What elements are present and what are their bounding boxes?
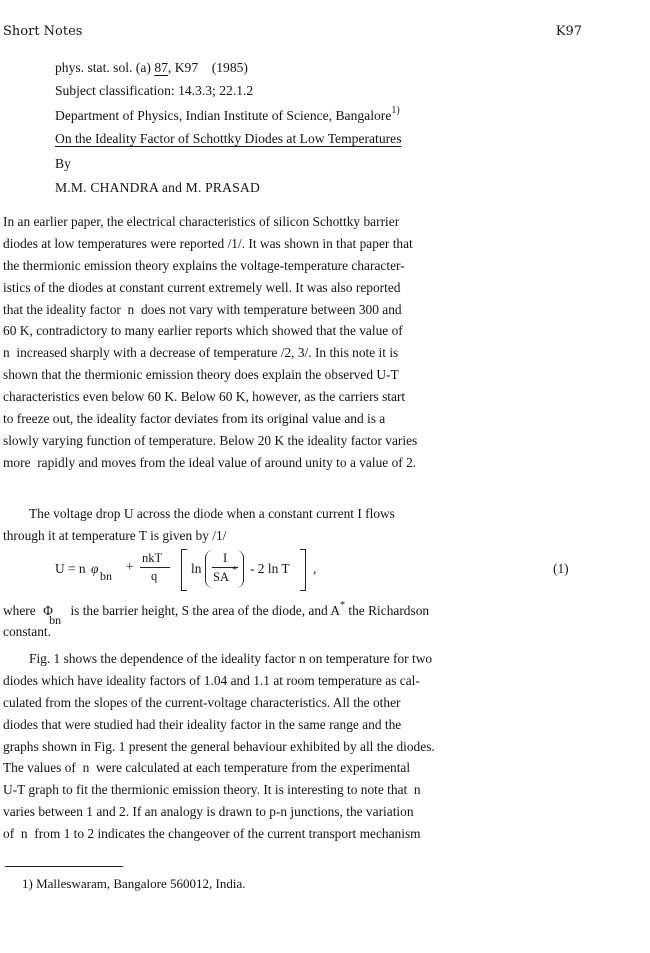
text-line: shown that the thermionic emission theory does explain the observed U-T <box>3 367 399 383</box>
paper-title: On the Ideality Factor of Schottky Diodes at Low Temperatures <box>55 131 402 146</box>
paragraph-3 <box>3 648 588 845</box>
inner-denominator: SA <box>213 570 229 584</box>
journal-pages-year: , K97 (1985) <box>167 60 248 75</box>
equation-comma: , <box>313 561 317 576</box>
where-word: where <box>3 603 36 618</box>
inner-star: * <box>232 564 238 576</box>
paragraph-2 <box>3 503 588 547</box>
constant-line: constant. <box>3 624 51 639</box>
by-line: By <box>55 156 71 171</box>
citation-line <box>55 60 248 76</box>
fraction-denominator: q <box>151 569 158 583</box>
text-line: graphs shown in Fig. 1 present the general behaviour exhibited by all the diodes. <box>3 738 435 754</box>
where-text-end: the Richardson <box>348 603 430 618</box>
minus-term: - 2 ln T <box>250 561 290 576</box>
right-paren <box>236 550 244 588</box>
text-line: culated from the slopes of the current-voltage characteristics. All the other <box>3 694 401 710</box>
affiliation: Department of Physics, Indian Institute of Science, Bangalore <box>55 108 392 123</box>
journal-name: phys. stat. sol. (a) <box>55 60 151 75</box>
richardson-star: * <box>340 600 346 611</box>
text-line: of n from 1 to 2 indicates the changeover of the current transport mechanism <box>3 826 421 842</box>
text-line: slowly varying function of temperature. Below 20 K the ideality factor varies <box>3 432 418 448</box>
text-line: diodes at low temperatures were reported /1/. It was shown in that paper that <box>3 235 413 251</box>
affiliation-line <box>55 105 400 124</box>
text-line: U-T graph to fit the thermionic emission theory. It is interesting to note that n <box>3 782 421 798</box>
equation-1 <box>0 547 650 595</box>
ln-operator: ln <box>191 561 202 576</box>
text-line: through it at temperature T is given by /1/ <box>3 527 227 543</box>
subject-classification: Subject classification: 14.3.3; 22.1.2 <box>55 83 254 98</box>
affiliation-footnote-mark: 1) <box>391 105 400 116</box>
text-line: characteristics even below 60 K. Below 60 K, however, as the carriers start <box>3 389 406 405</box>
phi-bn <box>43 603 65 627</box>
text-line: diodes which have ideality factors of 1.04 and 1.1 at room temperature as cal- <box>3 672 420 688</box>
left-bracket <box>181 549 187 591</box>
fraction-numerator: nkT <box>142 551 163 565</box>
footnote-rule <box>5 866 123 867</box>
left-paren <box>205 550 213 588</box>
running-header-right: K97 <box>555 24 582 39</box>
equation-number: (1) <box>553 561 569 576</box>
fraction-bar <box>140 567 170 568</box>
running-header-left: Short Notes <box>3 24 83 39</box>
text-line: to freeze out, the ideality factor deviates from its original value and is a <box>3 411 386 427</box>
equation-lhs: U = n <box>55 561 86 576</box>
phi-symbol: φ <box>91 561 99 576</box>
text-line: The voltage drop U across the diode when a constant current I flows <box>29 506 395 521</box>
footnote: 1) Malleswaram, Bangalore 560012, India. <box>22 876 246 891</box>
phi-subscript: bn <box>100 569 112 583</box>
text-line: istics of the diodes at constant current extremely well. It was also reported <box>3 279 401 295</box>
journal-volume: 87 <box>154 60 168 75</box>
phi-bn-subscript: bn <box>49 613 62 627</box>
phi-capital: Φ <box>43 603 53 618</box>
text-line: varies between 1 and 2. If an analogy is drawn to p-n junctions, the variation <box>3 804 414 820</box>
text-line: Fig. 1 shows the dependence of the ideality factor n on temperature for two <box>29 651 433 666</box>
right-bracket <box>300 549 306 591</box>
plus-sign: + <box>126 559 134 574</box>
text-line: 60 K, contradictory to many earlier reports which showed that the value of <box>3 323 403 339</box>
text-line: the thermionic emission theory explains the voltage-temperature character- <box>3 257 405 273</box>
text-line: that the ideality factor n does not vary with temperature between 300 and <box>3 301 402 317</box>
text-line: diodes that were studied had their ideality factor in the same range and the <box>3 716 402 732</box>
where-text: is the barrier height, S the area of the diode, and <box>70 603 328 618</box>
text-line: In an earlier paper, the electrical characteristics of silicon Schottky barrier <box>3 214 400 229</box>
text-line: n increased sharply with a decrease of temperature /2, 3/. In this note it is <box>3 345 399 361</box>
authors: M.M. CHANDRA and M. PRASAD <box>55 180 260 195</box>
text-line: more rapidly and moves from the ideal value of around unity to a value of 2. <box>3 454 417 470</box>
richardson-a: A <box>330 603 341 618</box>
inner-numerator: I <box>223 551 228 565</box>
paragraph-1 <box>3 211 588 474</box>
where-line <box>3 600 430 627</box>
text-line: The values of n were calculated at each temperature from the experimental <box>3 760 411 776</box>
